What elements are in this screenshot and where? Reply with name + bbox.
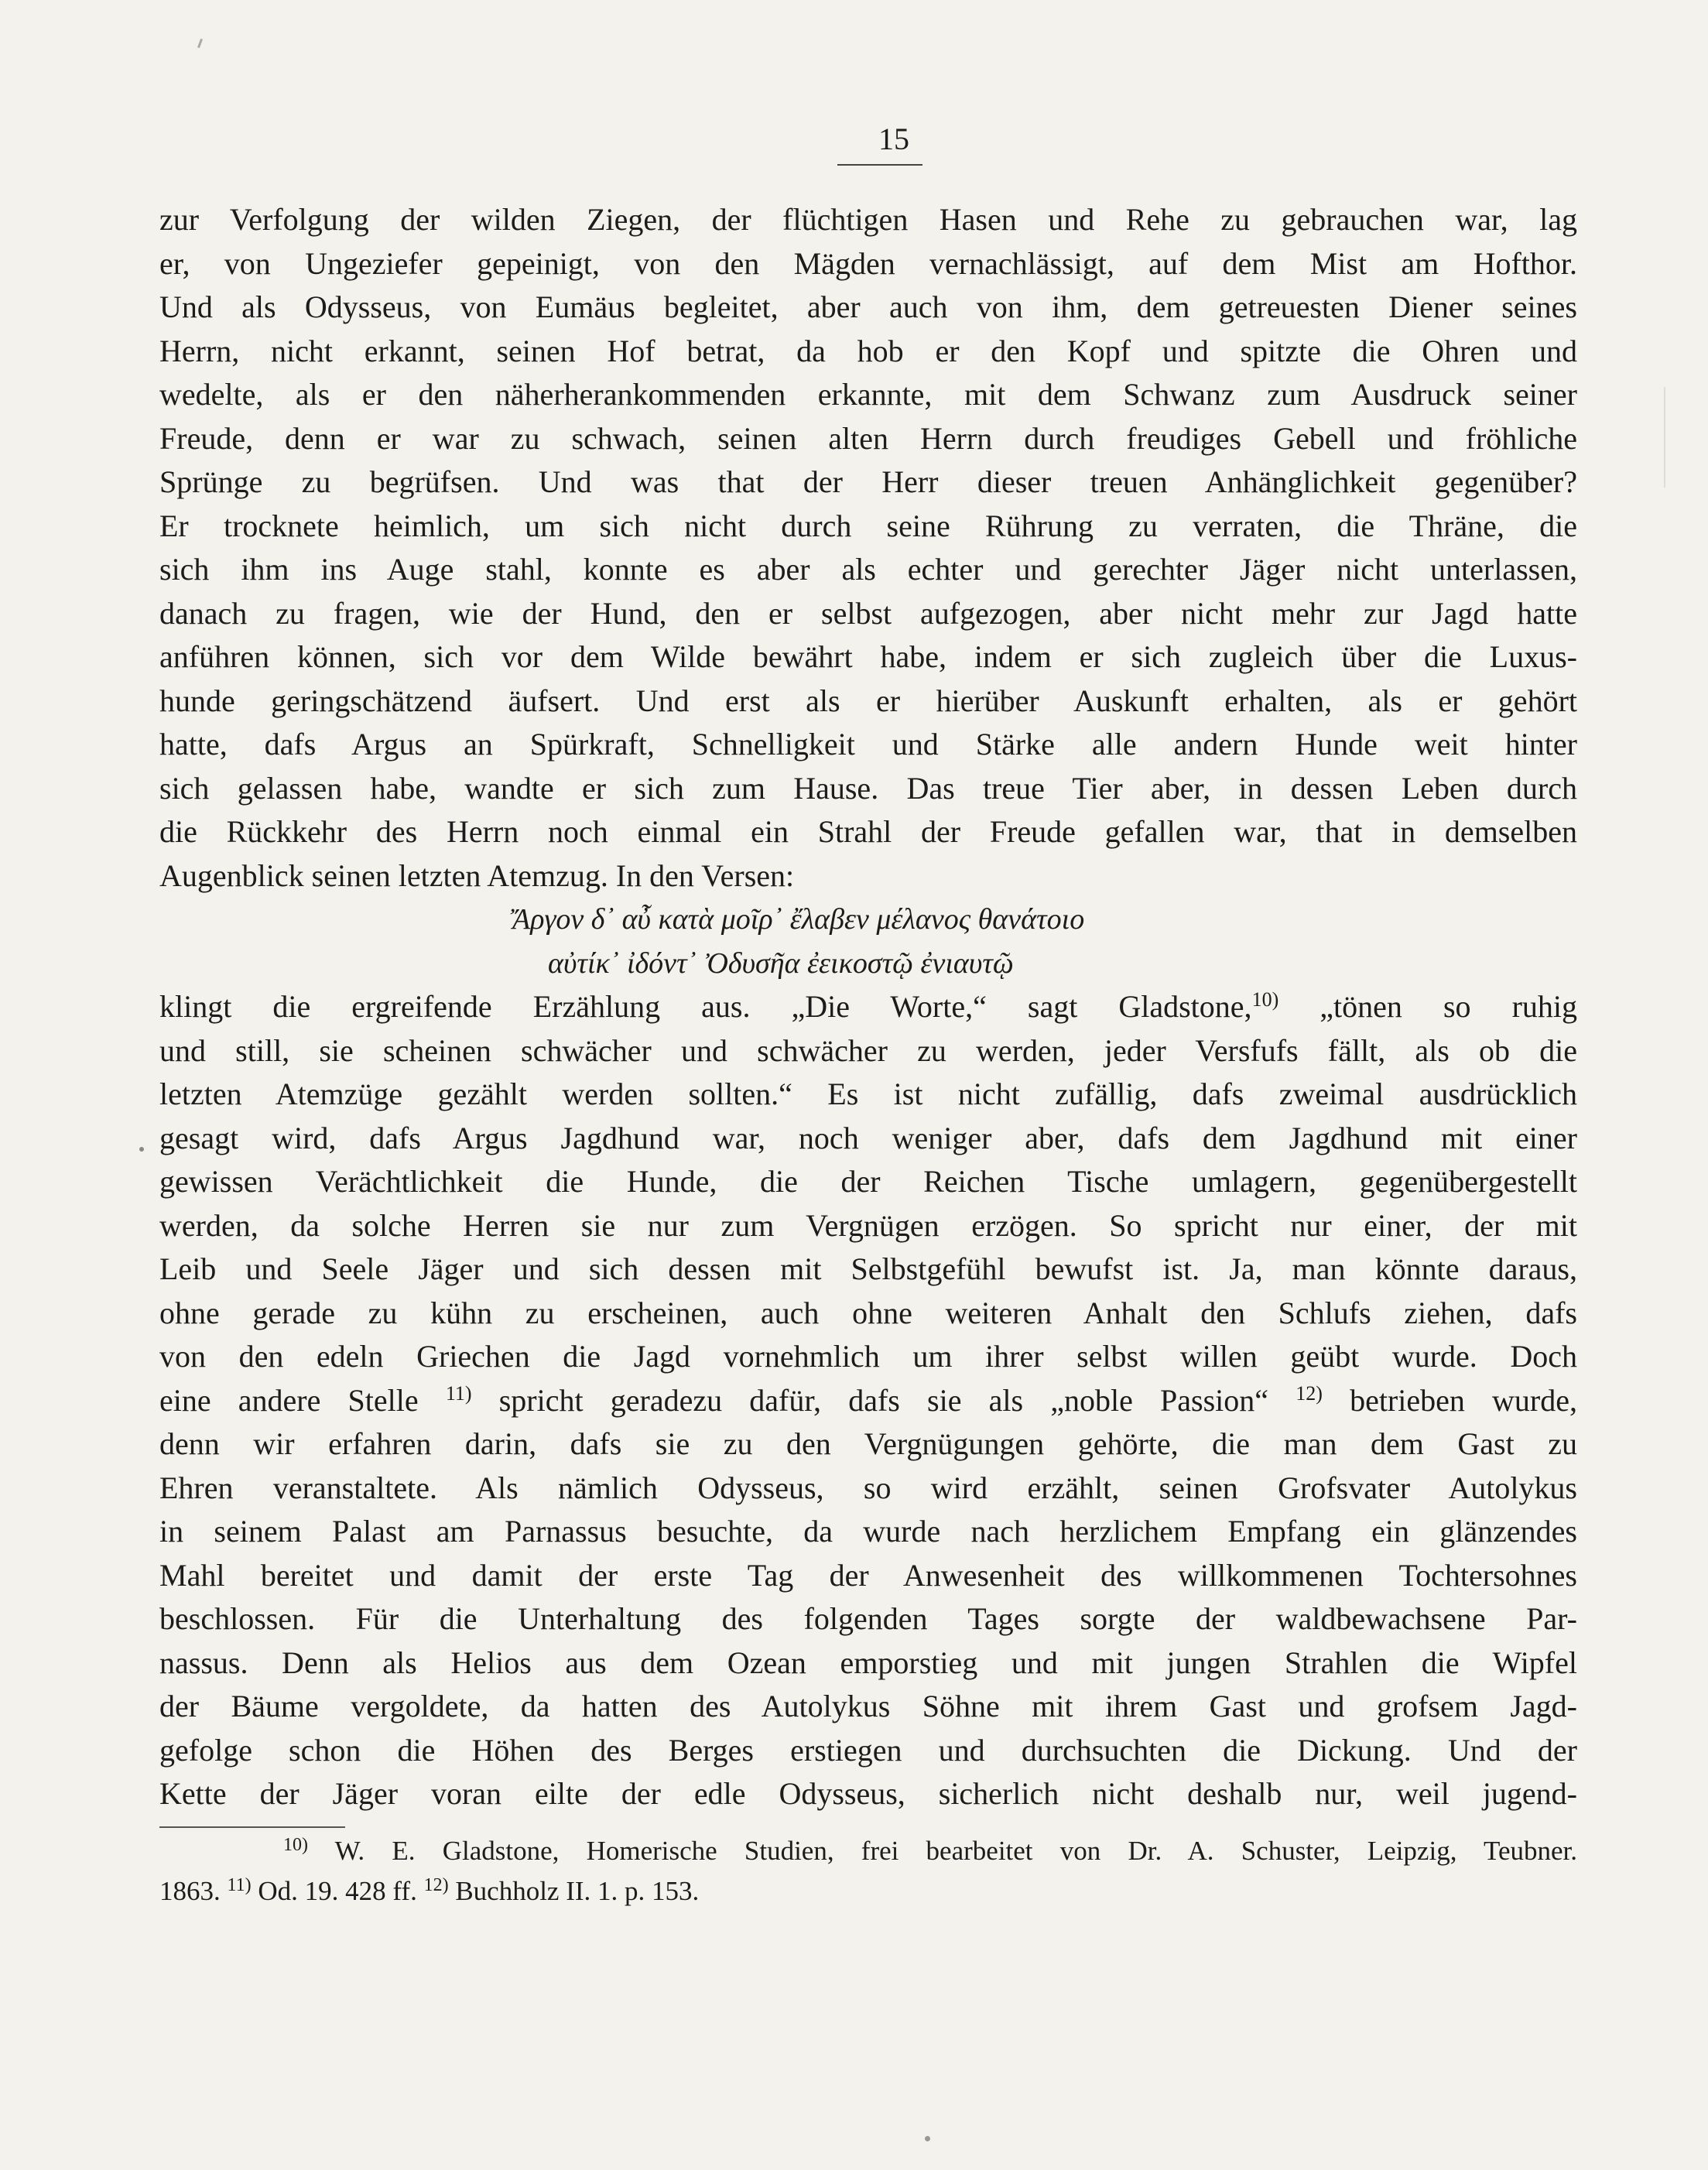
greek-verse-line: αὐτίκ᾿ ἰδόντ᾿ Ὀδυσῆα ἐεικοστῷ ἐνιαυτῷ	[548, 946, 1014, 980]
text-line: Mahl bereitet und damit der erste Tag der Anwesenheit des willkommenen Tochtersohnes	[159, 1557, 1577, 1593]
text-line: von den edeln Griechen die Jagd vornehmlich um ihrer selbst willen geübt wurde. Doch	[159, 1339, 1577, 1374]
text-line: Kette der Jäger voran eilte der edle Odysseus, sicherlich nicht deshalb nur, weil jugend-	[159, 1776, 1577, 1811]
text-line: sich gelassen habe, wandte er sich zum Hause. Das treue Tier aber, in dessen Leben durch	[159, 770, 1577, 806]
footnote-year: 1863.	[159, 1876, 221, 1906]
text-line: Augenblick seinen letzten Atemzug. In den Versen:	[159, 857, 795, 893]
text-line: Sprünge zu begrüfsen. Und was that der Herr dieser treuen Anhänglichkeit gegenüber?	[159, 464, 1577, 499]
text-line: die Rückkehr des Herrn noch einmal ein Strahl der Freude gefallen war, that in demselben	[159, 814, 1577, 849]
text-segment: spricht geradezu dafür, dafs sie als „noble Passion“	[471, 1382, 1296, 1418]
text-line: ohne gerade zu kühn zu erscheinen, auch ohne weiteren Anhalt den Schlufs ziehen, dafs	[159, 1295, 1577, 1330]
text-line: gewissen Verächtlichkeit die Hunde, die der Reichen Tische umlagern, gegenübergestellt	[159, 1164, 1577, 1199]
text-line: letzten Atemzüge gezählt werden sollten.“ Es ist nicht zufällig, dafs zweimal ausdrücklich	[159, 1076, 1577, 1111]
text-line: beschlossen. Für die Unterhaltung des folgenden Tages sorgte der waldbewachsene Par-	[159, 1601, 1577, 1636]
page-number-rule	[837, 164, 922, 166]
footnote-line	[159, 1871, 1577, 1912]
text-line: Ehren veranstaltete. Als nämlich Odysseus, so wird erzählt, seinen Grofsvater Autolykus	[159, 1470, 1577, 1505]
text-line: zur Verfolgung der wilden Ziegen, der flüchtigen Hasen und Rehe zu gebrauchen war, lag	[159, 202, 1577, 237]
text-line: gefolge schon die Höhen des Berges erstiegen und durchsuchten die Dickung. Und der	[159, 1732, 1577, 1768]
greek-verse-line: Ἄργον δ᾿ αὖ κατὰ μοῖρ᾿ ἔλαβεν μέλανος θανάτοιο	[512, 903, 1085, 936]
footnote-mark-10: 10)	[283, 1835, 308, 1855]
text-line: denn wir erfahren darin, dafs sie zu den Vergnügungen gehörte, die man dem Gast zu	[159, 1426, 1577, 1461]
footnote-ref-10: 10)	[1251, 988, 1279, 1011]
footnote-mark-12: 12)	[423, 1875, 449, 1895]
footnote-ref-12: 12)	[1296, 1381, 1323, 1405]
text-line: nassus. Denn als Helios aus dem Ozean emporstieg und mit jungen Strahlen die Wipfel	[159, 1645, 1577, 1680]
text-line: Herrn, nicht erkannt, seinen Hof betrat, da hob er den Kopf und spitzte die Ohren und	[159, 333, 1577, 368]
text-line: werden, da solche Herren sie nur zum Vergnügen erzögen. So spricht nur einer, der mit	[159, 1207, 1577, 1243]
footnote-text-10: W. E. Gladstone, Homerische Studien, frei bearbeitet von Dr. A. Schuster, Leipzig, Teubner.	[308, 1836, 1577, 1866]
text-segment: „tönen so ruhig	[1278, 989, 1577, 1024]
body-text	[159, 198, 1577, 1816]
paper-speck	[925, 2136, 930, 2141]
text-line	[159, 1379, 1577, 1423]
paper-speck	[197, 39, 203, 48]
footnote-line	[159, 1831, 1577, 1871]
text-segment: klingt die ergreifende Erzählung aus. „Die Worte,“ sagt Gladstone,	[159, 989, 1252, 1024]
footnote-text-11: Od. 19. 428 ff.	[251, 1876, 417, 1906]
text-line: er, von Ungeziefer gepeinigt, von den Mägden vernachlässigt, auf dem Mist am Hofthor.	[159, 245, 1577, 281]
text-segment: betrieben wurde,	[1322, 1382, 1577, 1418]
paper-edge-mark	[1664, 387, 1665, 488]
text-line: anführen können, sich vor dem Wilde bewährt habe, indem er sich zugleich über die Luxus-	[159, 639, 1577, 674]
text-line: hunde geringschätzend äufsert. Und erst als er hierüber Auskunft erhalten, als er gehört	[159, 683, 1577, 718]
text-line: sich ihm ins Auge stahl, konnte es aber als echter und gerechter Jäger nicht unterlassen,	[159, 552, 1577, 587]
footnotes	[159, 1831, 1577, 1912]
text-line: hatte, dafs Argus an Spürkraft, Schnelligkeit und Stärke alle andern Hunde weit hinter	[159, 727, 1577, 762]
page-number: 15	[878, 122, 909, 156]
text-line: und still, sie scheinen schwächer und schwächer zu werden, jeder Versfufs fällt, als ob die	[159, 1032, 1577, 1068]
text-line: in seinem Palast am Parnassus besuchte, da wurde nach herzlichem Empfang ein glänzendes	[159, 1514, 1577, 1549]
paper-speck	[139, 1147, 144, 1152]
text-line: wedelte, als er den näherherankommenden erkannte, mit dem Schwanz zum Ausdruck seiner	[159, 377, 1577, 412]
text-line: Er trocknete heimlich, um sich nicht durch seine Rührung zu verraten, die Thräne, die	[159, 508, 1577, 543]
text-line: der Bäume vergoldete, da hatten des Autolykus Söhne mit ihrem Gast und grofsem Jagd-	[159, 1689, 1577, 1723]
footnote-separator	[159, 1826, 345, 1828]
text-line	[159, 985, 1577, 1029]
footnote-mark-11: 11)	[227, 1875, 252, 1895]
text-line: Freude, denn er war zu schwach, seinen alten Herrn durch freudiges Gebell und fröhliche	[159, 420, 1577, 456]
footnote-text-12: Buchholz II. 1. p. 153.	[448, 1876, 700, 1906]
text-line: Und als Odysseus, von Eumäus begleitet, aber auch von ihm, dem getreuesten Diener seines	[159, 289, 1577, 324]
text-line: Leib und Seele Jäger und sich dessen mit Selbstgefühl bewufst ist. Ja, man könnte daraus,	[159, 1251, 1577, 1286]
footnote-ref-11: 11)	[445, 1381, 472, 1405]
text-segment: eine andere Stelle	[159, 1382, 446, 1418]
text-line: gesagt wird, dafs Argus Jagdhund war, noch weniger aber, dafs dem Jagdhund mit einer	[159, 1120, 1577, 1155]
text-line: danach zu fragen, wie der Hund, den er selbst aufgezogen, aber nicht mehr zur Jagd hatte	[159, 595, 1577, 631]
